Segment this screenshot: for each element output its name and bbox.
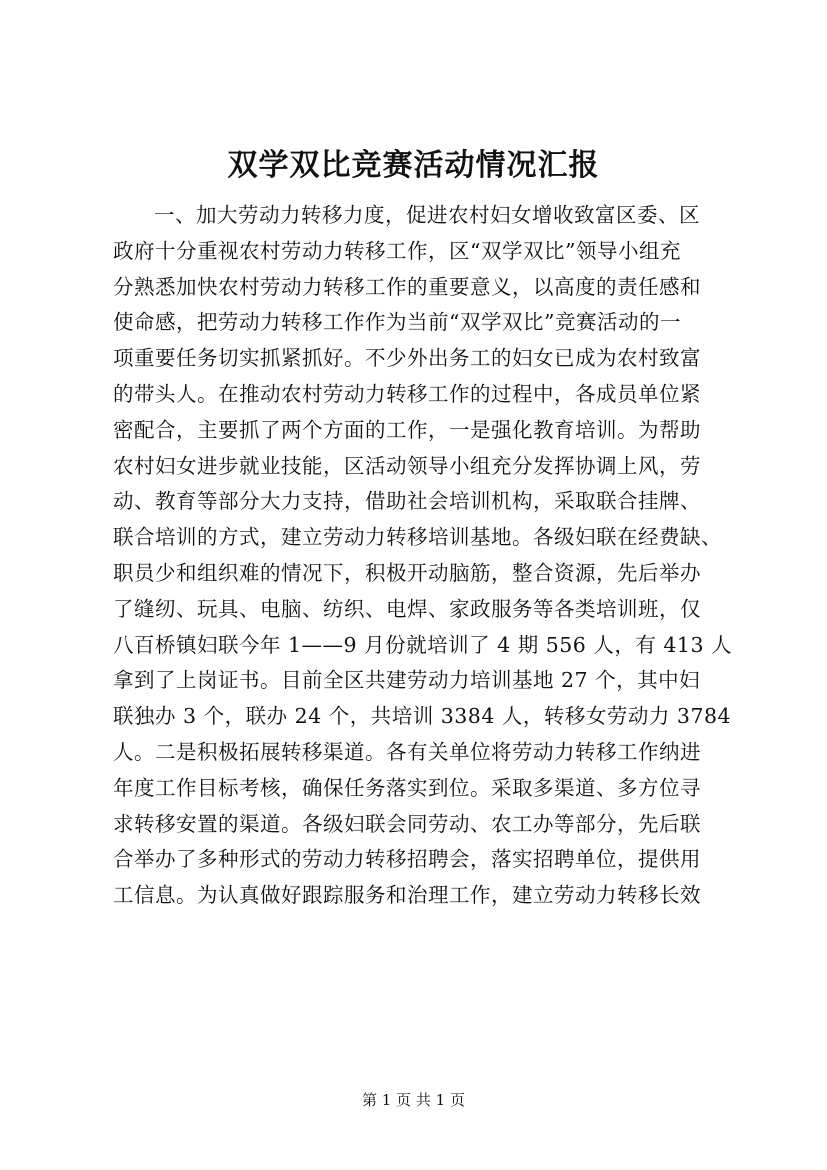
body-line: 年度工作目标考核，确保任务落实到位。采取多渠道、多方位寻 <box>113 775 701 800</box>
body-line: 职员少和组织难的情况下，积极开动脑筋，整合资源，先后举办 <box>113 560 701 585</box>
body-line: 分熟悉加快农村劳动力转移工作的重要意义，以高度的责任感和 <box>113 274 701 299</box>
body-line: 一、加大劳动力转移力度，促进农村妇女增收致富区委、区 <box>154 203 700 227</box>
body-line: 密配合，主要抓了两个方面的工作，一是强化教育培训。为帮助 <box>113 417 701 442</box>
body-line: 拿到了上岗证书。目前全区共建劳动力培训基地 27 个，其中妇 <box>113 668 701 693</box>
body-line: 动、教育等部分大力支持，借助社会培训机构，采取联合挂牌、 <box>113 489 701 514</box>
document-body <box>113 198 733 914</box>
body-line: 联独办 3 个，联办 24 个，共培训 3384 人，转移女劳动力 3784 <box>113 704 732 729</box>
body-line: 使命感，把劳动力转移工作作为当前“双学双比”竞赛活动的一 <box>113 310 681 335</box>
page-footer: 第 1 页 共 1 页 <box>362 1091 465 1109</box>
body-line: 项重要任务切实抓紧抓好。不少外出务工的妇女已成为农村致富 <box>113 346 701 371</box>
body-line: 的带头人。在推动农村劳动力转移工作的过程中，各成员单位紧 <box>113 381 701 406</box>
body-line: 人。二是积极拓展转移渠道。各有关单位将劳动力转移工作纳进 <box>113 739 701 764</box>
body-line: 农村妇女进步就业技能，区活动领导小组充分发挥协调上风，劳 <box>113 453 701 478</box>
body-line: 八百桥镇妇联今年 1——9 月份就培训了 4 期 556 人，有 413 人 <box>113 632 733 657</box>
body-line: 工信息。为认真做好跟踪服务和治理工作，建立劳动力转移长效 <box>113 883 701 908</box>
body-line: 合举办了多种形式的劳动力转移招聘会，落实招聘单位，提供用 <box>113 847 701 872</box>
document-title: 双学双比竞赛活动情况汇报 <box>227 148 600 183</box>
body-line: 求转移安置的渠道。各级妇联会同劳动、农工办等部分，先后联 <box>113 811 701 836</box>
body-line: 政府十分重视农村劳动力转移工作，区“双学双比”领导小组充 <box>113 238 681 263</box>
body-line: 了缝纫、玩具、电脑、纺织、电焊、家政服务等各类培训班，仅 <box>113 596 701 621</box>
body-line: 联合培训的方式，建立劳动力转移培训基地。各级妇联在经费缺、 <box>113 525 722 550</box>
